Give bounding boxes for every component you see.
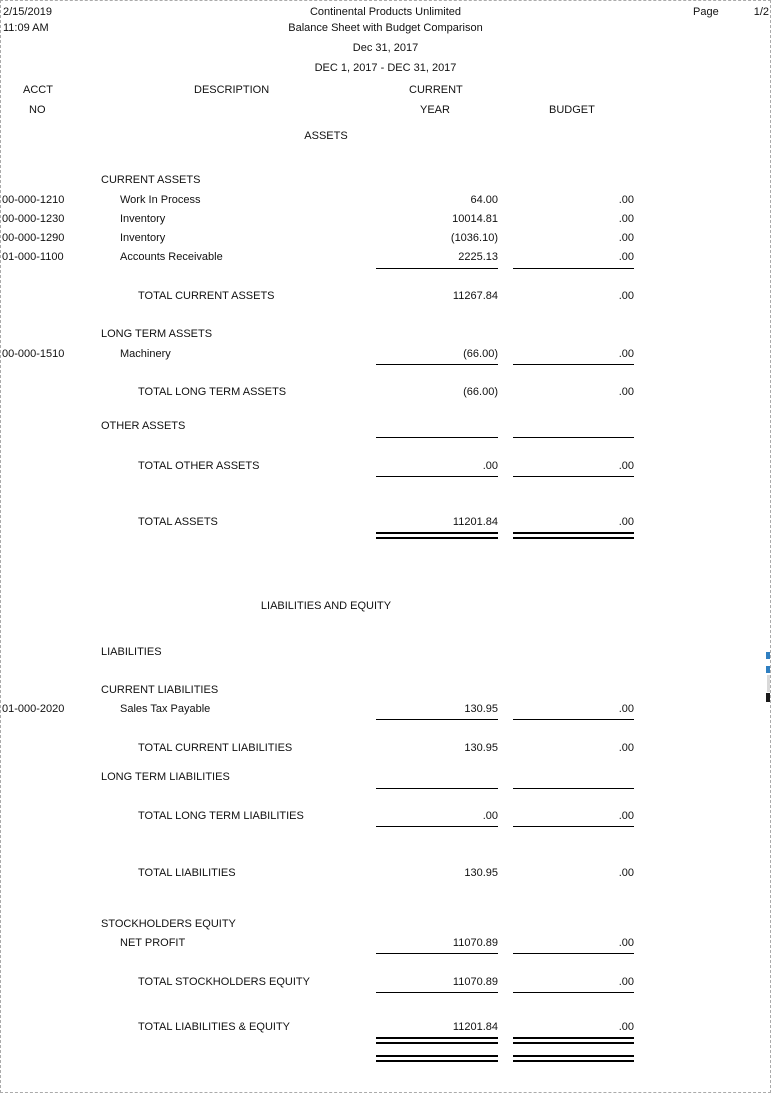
current-column-rule xyxy=(376,437,498,438)
total-label: TOTAL STOCKHOLDERS EQUITY xyxy=(138,976,310,988)
total-row xyxy=(1,867,770,880)
col-acct: ACCT xyxy=(23,84,53,96)
account-description: Sales Tax Payable xyxy=(120,703,211,715)
current-column-rule xyxy=(376,788,498,789)
company-name: Continental Products Unlimited xyxy=(309,6,462,18)
account-number: 01-000-2020 xyxy=(2,703,65,715)
current-year-value: 130.95 xyxy=(464,703,498,715)
total-label: TOTAL LIABILITIES & EQUITY xyxy=(138,1021,291,1033)
column-header-row-2 xyxy=(1,104,770,117)
current-year-value: .00 xyxy=(482,460,498,472)
account-row xyxy=(1,232,770,245)
current-column-rule xyxy=(376,826,498,827)
total-label: TOTAL CURRENT LIABILITIES xyxy=(138,742,293,754)
col-no: NO xyxy=(29,104,46,116)
period-row xyxy=(1,62,770,75)
section-title-liabilities-equity xyxy=(1,600,770,613)
account-description: Inventory xyxy=(120,232,166,244)
account-row xyxy=(1,937,770,950)
budget-column-double-rule xyxy=(513,1055,634,1062)
current-column-rule xyxy=(376,719,498,720)
budget-value: .00 xyxy=(618,810,634,822)
total-row xyxy=(1,976,770,989)
current-year-value: 11267.84 xyxy=(452,290,498,302)
account-row xyxy=(1,251,770,264)
current-column-double-rule xyxy=(376,1055,498,1062)
grand-total-row xyxy=(1,1021,770,1034)
page-label: Page xyxy=(693,6,719,18)
budget-value: .00 xyxy=(618,460,634,472)
budget-value: .00 xyxy=(618,516,634,528)
group-header-current-liabilities xyxy=(1,684,770,697)
column-header-row-1 xyxy=(1,84,770,97)
budget-column-rule xyxy=(513,992,634,993)
current-column-double-rule xyxy=(376,532,498,539)
total-row xyxy=(1,386,770,399)
account-number: 00-000-1210 xyxy=(2,194,65,206)
account-description: Machinery xyxy=(120,348,171,360)
report-title: Balance Sheet with Budget Comparison xyxy=(288,22,483,34)
budget-column-rule xyxy=(513,437,634,438)
current-column-rule xyxy=(376,364,498,365)
group-header-long-term-liabilities xyxy=(1,771,770,784)
current-year-value: 11201.84 xyxy=(452,1021,498,1033)
budget-value: .00 xyxy=(618,742,634,754)
section-title-text: LIABILITIES AND EQUITY xyxy=(260,600,392,612)
total-label: TOTAL CURRENT ASSETS xyxy=(138,290,275,302)
header-row-1 xyxy=(1,6,770,19)
edge-artifact-gray-strip xyxy=(767,675,770,692)
current-year-value: .00 xyxy=(482,810,498,822)
current-column-rule xyxy=(376,476,498,477)
budget-value: .00 xyxy=(618,348,634,360)
budget-column-double-rule xyxy=(513,1037,634,1044)
current-year-value: (1036.10) xyxy=(450,232,498,244)
current-year-value: 11070.89 xyxy=(452,976,498,988)
budget-column-rule xyxy=(513,826,634,827)
budget-value: .00 xyxy=(618,290,634,302)
group-header-text: LONG TERM ASSETS xyxy=(101,328,213,340)
as-of-date-row xyxy=(1,42,770,55)
group-header-stockholders-equity xyxy=(1,918,770,931)
grand-total-row xyxy=(1,516,770,529)
group-header-current-assets xyxy=(1,174,770,187)
budget-value: .00 xyxy=(618,937,634,949)
total-label: TOTAL OTHER ASSETS xyxy=(138,460,260,472)
total-row xyxy=(1,290,770,303)
budget-value: .00 xyxy=(618,251,634,263)
current-column-rule xyxy=(376,268,498,269)
account-description: Accounts Receivable xyxy=(120,251,223,263)
budget-value: .00 xyxy=(618,867,634,879)
budget-column-rule xyxy=(513,476,634,477)
current-year-value: 11201.84 xyxy=(452,516,498,528)
col-current: CURRENT xyxy=(409,84,463,96)
current-year-value: (66.00) xyxy=(463,348,498,360)
budget-column-rule xyxy=(513,268,634,269)
total-label: TOTAL ASSETS xyxy=(138,516,218,528)
budget-value: .00 xyxy=(618,1021,634,1033)
budget-value: .00 xyxy=(618,232,634,244)
group-header-other-assets xyxy=(1,420,770,433)
current-year-value: 130.95 xyxy=(464,867,498,879)
print-time: 11:09 AM xyxy=(3,22,49,34)
budget-value: .00 xyxy=(618,386,634,398)
account-description: Work In Process xyxy=(120,194,201,206)
total-label: TOTAL LIABILITIES xyxy=(138,867,236,879)
col-budget: BUDGET xyxy=(549,104,595,116)
page-number: 1/2 xyxy=(753,6,769,18)
section-title-text: ASSETS xyxy=(304,130,348,142)
print-date: 2/15/2019 xyxy=(3,6,52,18)
group-header-text: CURRENT LIABILITIES xyxy=(101,684,219,696)
budget-column-rule xyxy=(513,788,634,789)
current-column-double-rule xyxy=(376,1037,498,1044)
budget-value: .00 xyxy=(618,213,634,225)
budget-column-rule xyxy=(513,953,634,954)
current-year-value: 10014.81 xyxy=(452,213,498,225)
current-year-value: 64.00 xyxy=(470,194,498,206)
total-row xyxy=(1,810,770,823)
group-header-text: OTHER ASSETS xyxy=(101,420,186,432)
budget-value: .00 xyxy=(618,194,634,206)
total-row xyxy=(1,742,770,755)
account-description: NET PROFIT xyxy=(120,937,186,949)
group-header-long-term-assets xyxy=(1,328,770,341)
account-description: Inventory xyxy=(120,213,166,225)
edge-artifact-blue-mark xyxy=(766,666,770,673)
total-label: TOTAL LONG TERM LIABILITIES xyxy=(138,810,304,822)
account-row xyxy=(1,703,770,716)
header-row-2 xyxy=(1,22,770,35)
total-row xyxy=(1,460,770,473)
group-header-text: CURRENT ASSETS xyxy=(101,174,201,186)
current-year-value: 130.95 xyxy=(464,742,498,754)
budget-column-double-rule xyxy=(513,532,634,539)
current-column-rule xyxy=(376,992,498,993)
edge-artifact-blue-mark xyxy=(766,652,770,659)
budget-value: .00 xyxy=(618,703,634,715)
group-header-liabilities xyxy=(1,646,770,659)
account-number: 00-000-1510 xyxy=(2,348,65,360)
current-year-value: (66.00) xyxy=(463,386,498,398)
report-period: DEC 1, 2017 - DEC 31, 2017 xyxy=(314,62,457,74)
group-header-text: LIABILITIES xyxy=(101,646,162,658)
account-row xyxy=(1,348,770,361)
account-number: 01-000-1100 xyxy=(2,251,64,263)
budget-column-rule xyxy=(513,364,634,365)
account-row xyxy=(1,194,770,207)
current-year-value: 2225.13 xyxy=(458,251,498,263)
account-number: 00-000-1290 xyxy=(2,232,65,244)
section-title-assets xyxy=(1,130,770,143)
edge-artifact-dark-mark xyxy=(766,693,770,702)
col-description: DESCRIPTION xyxy=(194,84,270,96)
as-of-date: Dec 31, 2017 xyxy=(352,42,419,54)
current-column-rule xyxy=(376,953,498,954)
group-header-text: LONG TERM LIABILITIES xyxy=(101,771,230,783)
account-row xyxy=(1,213,770,226)
total-label: TOTAL LONG TERM ASSETS xyxy=(138,386,287,398)
current-year-value: 11070.89 xyxy=(452,937,498,949)
col-year: YEAR xyxy=(420,104,450,116)
budget-column-rule xyxy=(513,719,634,720)
budget-value: .00 xyxy=(618,976,634,988)
account-number: 00-000-1230 xyxy=(2,213,65,225)
group-header-text: STOCKHOLDERS EQUITY xyxy=(101,918,236,930)
